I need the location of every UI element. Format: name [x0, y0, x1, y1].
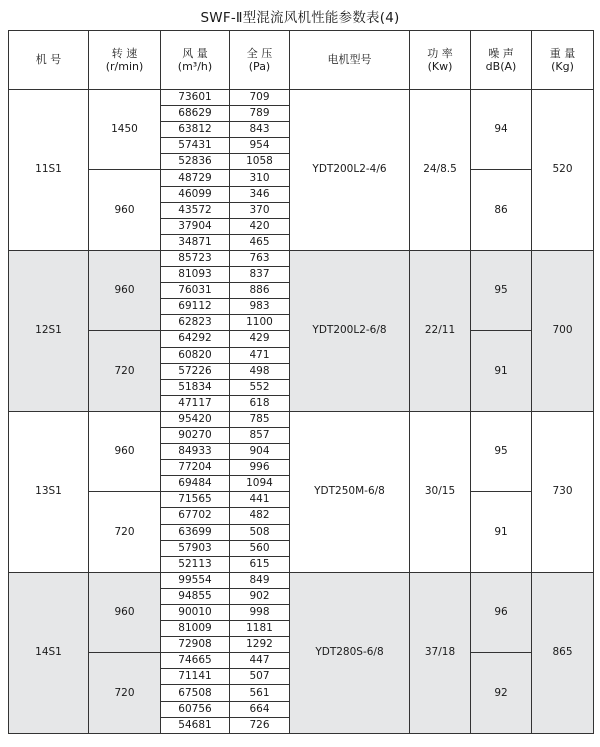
pressure-cell: 837	[230, 267, 290, 283]
pressure-cell: 664	[230, 701, 290, 717]
flow-cell: 62823	[161, 315, 230, 331]
header-speed: 转 速 (r/min)	[89, 31, 161, 90]
pressure-cell: 615	[230, 556, 290, 572]
flow-cell: 52836	[161, 154, 230, 170]
noise-cell: 95	[471, 250, 532, 330]
speed-cell: 960	[89, 170, 161, 250]
model-cell: 11S1	[9, 90, 89, 251]
pressure-cell: 560	[230, 540, 290, 556]
flow-cell: 57903	[161, 540, 230, 556]
pressure-cell: 726	[230, 717, 290, 733]
motor-cell: YDT280S-6/8	[290, 572, 410, 733]
flow-cell: 60756	[161, 701, 230, 717]
motor-cell: YDT200L2-4/6	[290, 90, 410, 251]
flow-cell: 67702	[161, 508, 230, 524]
pressure-cell: 886	[230, 283, 290, 299]
pressure-cell: 789	[230, 106, 290, 122]
pressure-cell: 983	[230, 299, 290, 315]
flow-cell: 76031	[161, 283, 230, 299]
flow-cell: 72908	[161, 637, 230, 653]
noise-cell: 92	[471, 653, 532, 733]
table-row	[9, 572, 594, 588]
flow-cell: 43572	[161, 202, 230, 218]
motor-cell: YDT200L2-6/8	[290, 250, 410, 411]
flow-cell: 84933	[161, 444, 230, 460]
header-pressure: 全 压 (Pa)	[230, 31, 290, 90]
flow-cell: 90010	[161, 605, 230, 621]
power-cell: 37/18	[410, 572, 471, 733]
noise-cell: 91	[471, 331, 532, 411]
pressure-cell: 508	[230, 524, 290, 540]
flow-cell: 74665	[161, 653, 230, 669]
model-cell: 13S1	[9, 411, 89, 572]
pressure-cell: 1181	[230, 621, 290, 637]
flow-cell: 63699	[161, 524, 230, 540]
flow-cell: 71565	[161, 492, 230, 508]
noise-cell: 95	[471, 411, 532, 491]
flow-cell: 51834	[161, 379, 230, 395]
header-weight: 重 量 (Kg)	[532, 31, 594, 90]
pressure-cell: 1100	[230, 315, 290, 331]
pressure-cell: 904	[230, 444, 290, 460]
pressure-cell: 763	[230, 250, 290, 266]
pressure-cell: 420	[230, 218, 290, 234]
flow-cell: 47117	[161, 395, 230, 411]
pressure-cell: 996	[230, 460, 290, 476]
flow-cell: 71141	[161, 669, 230, 685]
pressure-cell: 902	[230, 588, 290, 604]
speed-cell: 720	[89, 492, 161, 572]
flow-cell: 81009	[161, 621, 230, 637]
flow-cell: 95420	[161, 411, 230, 427]
weight-cell: 865	[532, 572, 594, 733]
pressure-cell: 498	[230, 363, 290, 379]
table-title: SWF-Ⅱ型混流风机性能参数表(4)	[200, 10, 400, 26]
weight-cell: 730	[532, 411, 594, 572]
table-row	[9, 90, 594, 106]
weight-cell: 520	[532, 90, 594, 251]
table-row	[9, 250, 594, 266]
pressure-cell: 849	[230, 572, 290, 588]
flow-cell: 57431	[161, 138, 230, 154]
weight-cell: 700	[532, 250, 594, 411]
pressure-cell: 785	[230, 411, 290, 427]
flow-cell: 52113	[161, 556, 230, 572]
flow-cell: 60820	[161, 347, 230, 363]
flow-cell: 57226	[161, 363, 230, 379]
performance-table	[8, 30, 594, 734]
pressure-cell: 471	[230, 347, 290, 363]
speed-cell: 720	[89, 653, 161, 733]
flow-cell: 69484	[161, 476, 230, 492]
flow-cell: 63812	[161, 122, 230, 138]
model-cell: 12S1	[9, 250, 89, 411]
noise-cell: 96	[471, 572, 532, 652]
noise-cell: 86	[471, 170, 532, 250]
header-flow: 风 量 (m³/h)	[161, 31, 230, 90]
noise-cell: 94	[471, 90, 532, 170]
model-cell: 14S1	[9, 572, 89, 733]
pressure-cell: 346	[230, 186, 290, 202]
table-row	[9, 411, 594, 427]
header-row	[9, 31, 594, 90]
pressure-cell: 998	[230, 605, 290, 621]
pressure-cell: 429	[230, 331, 290, 347]
flow-cell: 81093	[161, 267, 230, 283]
motor-cell: YDT250M-6/8	[290, 411, 410, 572]
pressure-cell: 552	[230, 379, 290, 395]
pressure-cell: 507	[230, 669, 290, 685]
speed-cell: 960	[89, 572, 161, 652]
flow-cell: 69112	[161, 299, 230, 315]
flow-cell: 77204	[161, 460, 230, 476]
pressure-cell: 857	[230, 427, 290, 443]
pressure-cell: 310	[230, 170, 290, 186]
pressure-cell: 1058	[230, 154, 290, 170]
pressure-cell: 1094	[230, 476, 290, 492]
header-noise: 噪 声 dB(A)	[471, 31, 532, 90]
flow-cell: 94855	[161, 588, 230, 604]
flow-cell: 46099	[161, 186, 230, 202]
pressure-cell: 709	[230, 90, 290, 106]
flow-cell: 85723	[161, 250, 230, 266]
flow-cell: 99554	[161, 572, 230, 588]
pressure-cell: 618	[230, 395, 290, 411]
speed-cell: 960	[89, 250, 161, 330]
header-model: 机 号	[9, 31, 89, 90]
noise-cell: 91	[471, 492, 532, 572]
header-power: 功 率 (Kw)	[410, 31, 471, 90]
flow-cell: 37904	[161, 218, 230, 234]
speed-cell: 720	[89, 331, 161, 411]
power-cell: 22/11	[410, 250, 471, 411]
pressure-cell: 843	[230, 122, 290, 138]
flow-cell: 48729	[161, 170, 230, 186]
header-motor: 电机型号	[290, 31, 410, 90]
power-cell: 24/8.5	[410, 90, 471, 251]
flow-cell: 68629	[161, 106, 230, 122]
pressure-cell: 482	[230, 508, 290, 524]
flow-cell: 73601	[161, 90, 230, 106]
flow-cell: 64292	[161, 331, 230, 347]
speed-cell: 1450	[89, 90, 161, 170]
flow-cell: 67508	[161, 685, 230, 701]
pressure-cell: 447	[230, 653, 290, 669]
pressure-cell: 370	[230, 202, 290, 218]
pressure-cell: 465	[230, 234, 290, 250]
power-cell: 30/15	[410, 411, 471, 572]
flow-cell: 54681	[161, 717, 230, 733]
pressure-cell: 561	[230, 685, 290, 701]
pressure-cell: 954	[230, 138, 290, 154]
speed-cell: 960	[89, 411, 161, 491]
pressure-cell: 441	[230, 492, 290, 508]
flow-cell: 90270	[161, 427, 230, 443]
pressure-cell: 1292	[230, 637, 290, 653]
flow-cell: 34871	[161, 234, 230, 250]
